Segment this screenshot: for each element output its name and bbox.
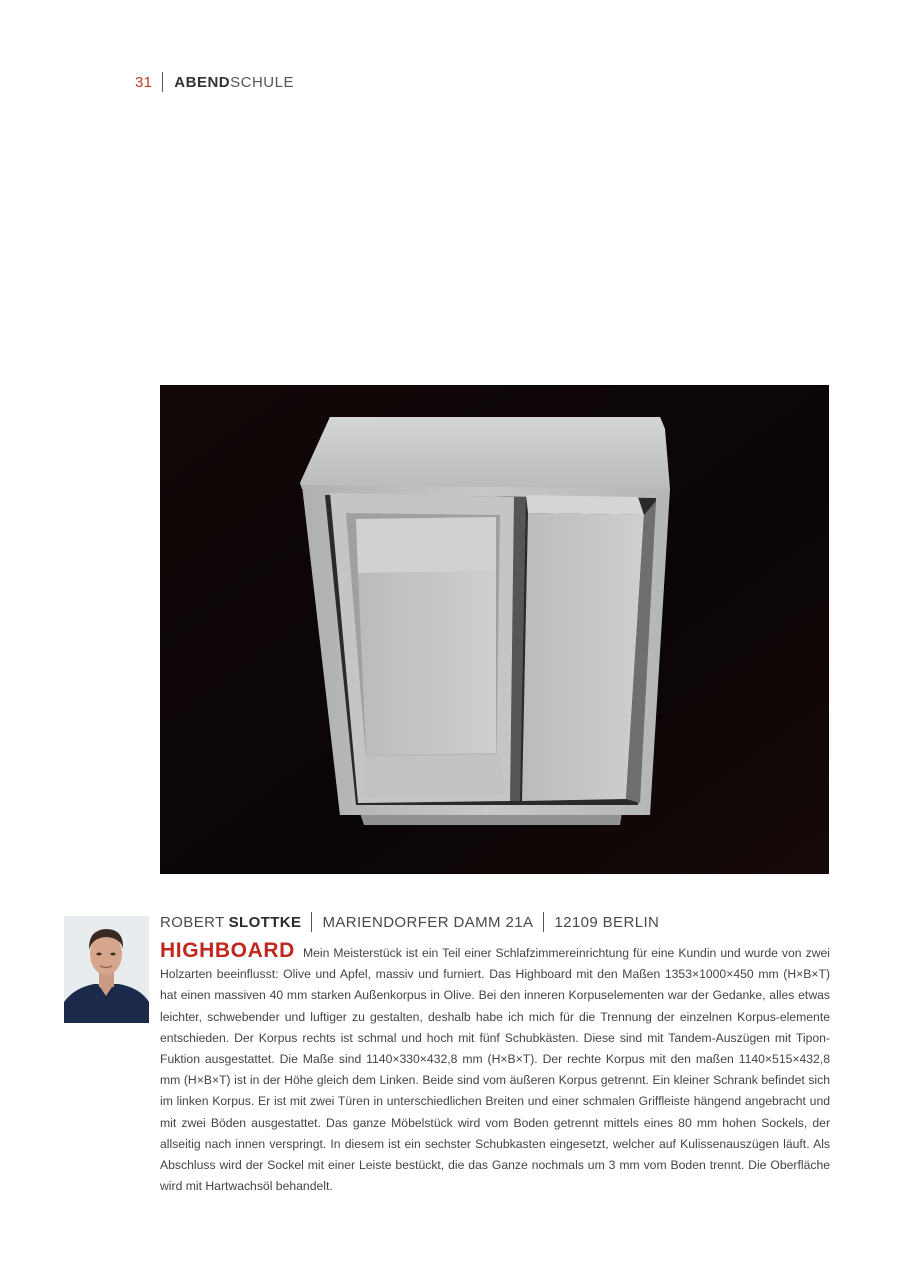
section-title-light: SCHULE xyxy=(230,73,294,91)
article-body xyxy=(160,940,830,1197)
author-first-name: ROBERT xyxy=(160,913,225,931)
byline-divider xyxy=(543,912,544,932)
author-portrait-image xyxy=(64,916,149,1023)
highboard-model-illustration xyxy=(160,385,829,874)
author-portrait xyxy=(64,916,149,1023)
author-byline xyxy=(160,911,659,933)
article-title: HIGHBOARD xyxy=(160,939,295,962)
author-city: 12109 BERLIN xyxy=(554,913,660,931)
byline-divider xyxy=(311,912,312,932)
article-text: Mein Meisterstück ist ein Teil einer Schlafzimmereinrichtung für eine Kundin und wurde von zwei Holzarten beeinflusst: Olive und Apfel, massiv und furniert. Das Highboard mit den Maßen 1353×1000×450 mm (H×B×T) hat einen massiven 40 mm starken Außenkorpus in Olive. Bei den inneren Korpuselementen war der Gedanke, alles etwas leichter, schwebender und luftiger zu gestalten, deshalb habe ich mich für die Trennung der einzelnen Korpus-elemente entschieden. Der Korpus rechts ist schmal und hoch mit fünf Schubkästen. Diese sind mit Tandem-Auszügen mit Tipon-Fuktion ausgestattet. Die Maße sind 1140×330×432,8 mm (H×B×T). Der rechte Korpus mit den maßen 1140×515×432,8 mm (H×B×T) ist in der Höhe gleich dem Linken. Beide sind vom äußeren Korpus getrennt. Ein kleiner Schrank befindet sich im linken Korpus. Er ist mit zwei Türen in unterschiedlichen Breiten und einer schmalen Griffleiste hängend angebracht und mit zwei Böden ausgestattet. Das ganze Möbelstück wird vom Boden getrennt mittels eines 80 mm hohen Sockels, der allseitig nach innen verspringt. In diesem ist ein sechster Schubkasten eingesetzt, welcher auf Kulissenauszügen läuft. Als Abschluss wird der Sockel mit einer Leiste bestückt, die das Ganze nochmals um 3 mm vom Boden trennt. Die Oberfläche wird mit Hartwachsöl behandelt. xyxy=(160,946,830,1194)
page-number: 31 xyxy=(135,73,153,91)
highboard-photo xyxy=(160,385,829,874)
section-title-bold: ABEND xyxy=(174,73,231,91)
author-last-name: SLOTTKE xyxy=(228,913,302,931)
header-divider xyxy=(162,72,163,92)
author-street: MARIENDORFER DAMM 21A xyxy=(322,913,534,931)
page-header xyxy=(135,72,294,92)
